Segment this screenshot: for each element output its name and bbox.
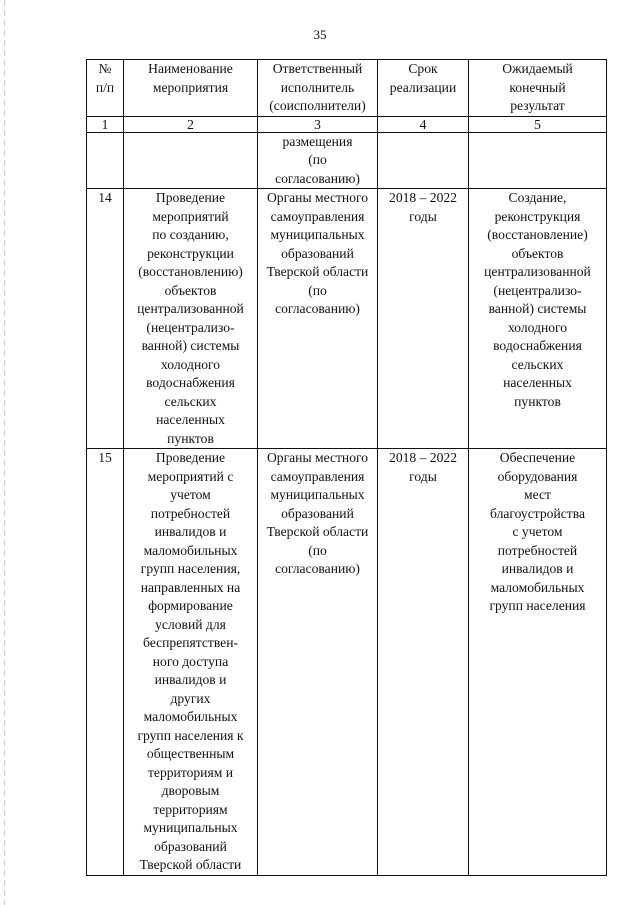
cell-responsible-executor: Органы местного самоуправления муниципальных образований Тверской области (по согласованию) <box>258 189 378 449</box>
column-number-3: 3 <box>258 116 378 132</box>
cell-activity-name: Проведение мероприятий с учетом потребностей инвалидов и маломобильных групп населения, направленных на формирование условий для беспрепятствен- ного доступа инвалидов и других маломобильных групп населения к общественным территориям и дворовым территориям муниципальных образований Тверской области <box>124 449 258 876</box>
header-implementation-term: Срок реализации <box>378 60 469 117</box>
cell-number: 15 <box>87 449 124 876</box>
cell-activity-name: Проведение мероприятий по созданию, реконструкции (восстановлению) объектов централизованной (нецентрализо- ванной) системы холодного водоснабжения сельских населенных пунктов <box>124 189 258 449</box>
cell-number: 14 <box>87 189 124 449</box>
table-row-continuation <box>87 132 607 189</box>
cell-expected-result: Обеспечение оборудования мест благоустройства с учетом потребностей инвалидов и маломобильных групп населения <box>469 449 607 876</box>
cell-responsible-executor: размещения (по согласованию) <box>258 132 378 189</box>
page-number: 35 <box>313 27 327 42</box>
column-number-2: 2 <box>124 116 258 132</box>
cell-activity-name <box>124 132 258 189</box>
column-number-4: 4 <box>378 116 469 132</box>
header-responsible-executor: Ответственный исполнитель (соисполнители) <box>258 60 378 117</box>
header-number: № п/п <box>87 60 124 117</box>
column-number-1: 1 <box>87 116 124 132</box>
cell-implementation-term <box>378 132 469 189</box>
header-activity-name: Наименование мероприятия <box>124 60 258 117</box>
cell-number <box>87 132 124 189</box>
column-number-5: 5 <box>469 116 607 132</box>
cell-expected-result <box>469 132 607 189</box>
cell-expected-result: Создание, реконструкция (восстановление) объектов централизованной (нецентрализо- ванной) системы холодного водоснабжения сельских населенных пунктов <box>469 189 607 449</box>
cell-implementation-term: 2018 – 2022 годы <box>378 449 469 876</box>
column-numbering-row <box>87 116 607 132</box>
table-row <box>87 449 607 876</box>
cell-implementation-term: 2018 – 2022 годы <box>378 189 469 449</box>
cell-responsible-executor: Органы местного самоуправления муниципальных образований Тверской области (по согласованию) <box>258 449 378 876</box>
table-header-row <box>87 60 607 117</box>
scan-edge-line <box>4 0 5 905</box>
activities-table <box>86 59 607 876</box>
header-expected-result: Ожидаемый конечный результат <box>469 60 607 117</box>
table-row <box>87 189 607 449</box>
